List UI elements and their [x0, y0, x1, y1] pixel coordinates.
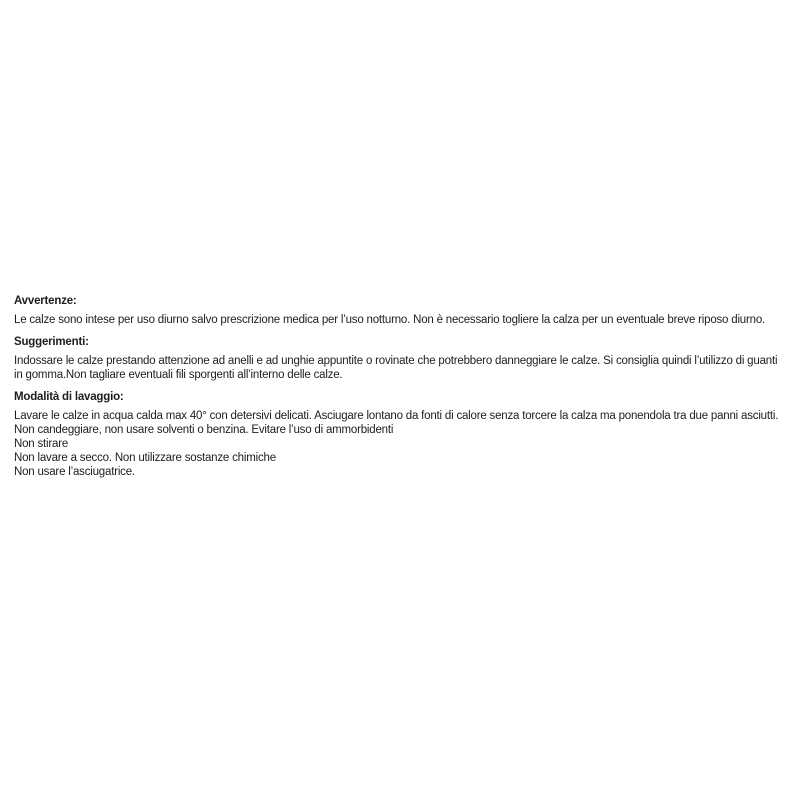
section-heading-avvertenze: Avvertenze: [14, 295, 77, 307]
section-avvertenze [14, 294, 786, 327]
section-heading-modalita-di-lavaggio: Modalità di lavaggio: [14, 391, 124, 403]
section-heading-suggerimenti: Suggerimenti: [14, 336, 89, 348]
section-paragraph: Non lavare a secco. Non utilizzare sostanze chimiche [14, 452, 276, 464]
section-paragraph: Le calze sono intese per uso diurno salvo prescrizione medica per l’uso notturno. Non è necessario togliere la calza per un eventuale breve riposo diurno. [14, 314, 766, 326]
section-suggerimenti [14, 335, 786, 382]
section-paragraph: Lavare le calze in acqua calda max 40° con detersivi delicati. Asciugare lontano da fonti di calore senza torcere la calza ma ponendola tra due panni asciutti. [14, 410, 779, 422]
section-paragraph: Non stirare [14, 438, 69, 450]
section-paragraph: Indossare le calze prestando attenzione ad anelli e ad unghie appuntite o rovinate che potrebbero danneggiare le calze. Si consiglia quindi l’utilizzo di guanti in gomma.Non tagliare eventuali fili sporgenti all’interno delle calze. [14, 355, 778, 381]
section-paragraph: Non candeggiare, non usare solventi o benzina. Evitare l’uso di ammorbidenti [14, 424, 394, 436]
section-modalita-di-lavaggio [14, 390, 786, 479]
section-paragraph: Non usare l’asciugatrice. [14, 466, 135, 478]
